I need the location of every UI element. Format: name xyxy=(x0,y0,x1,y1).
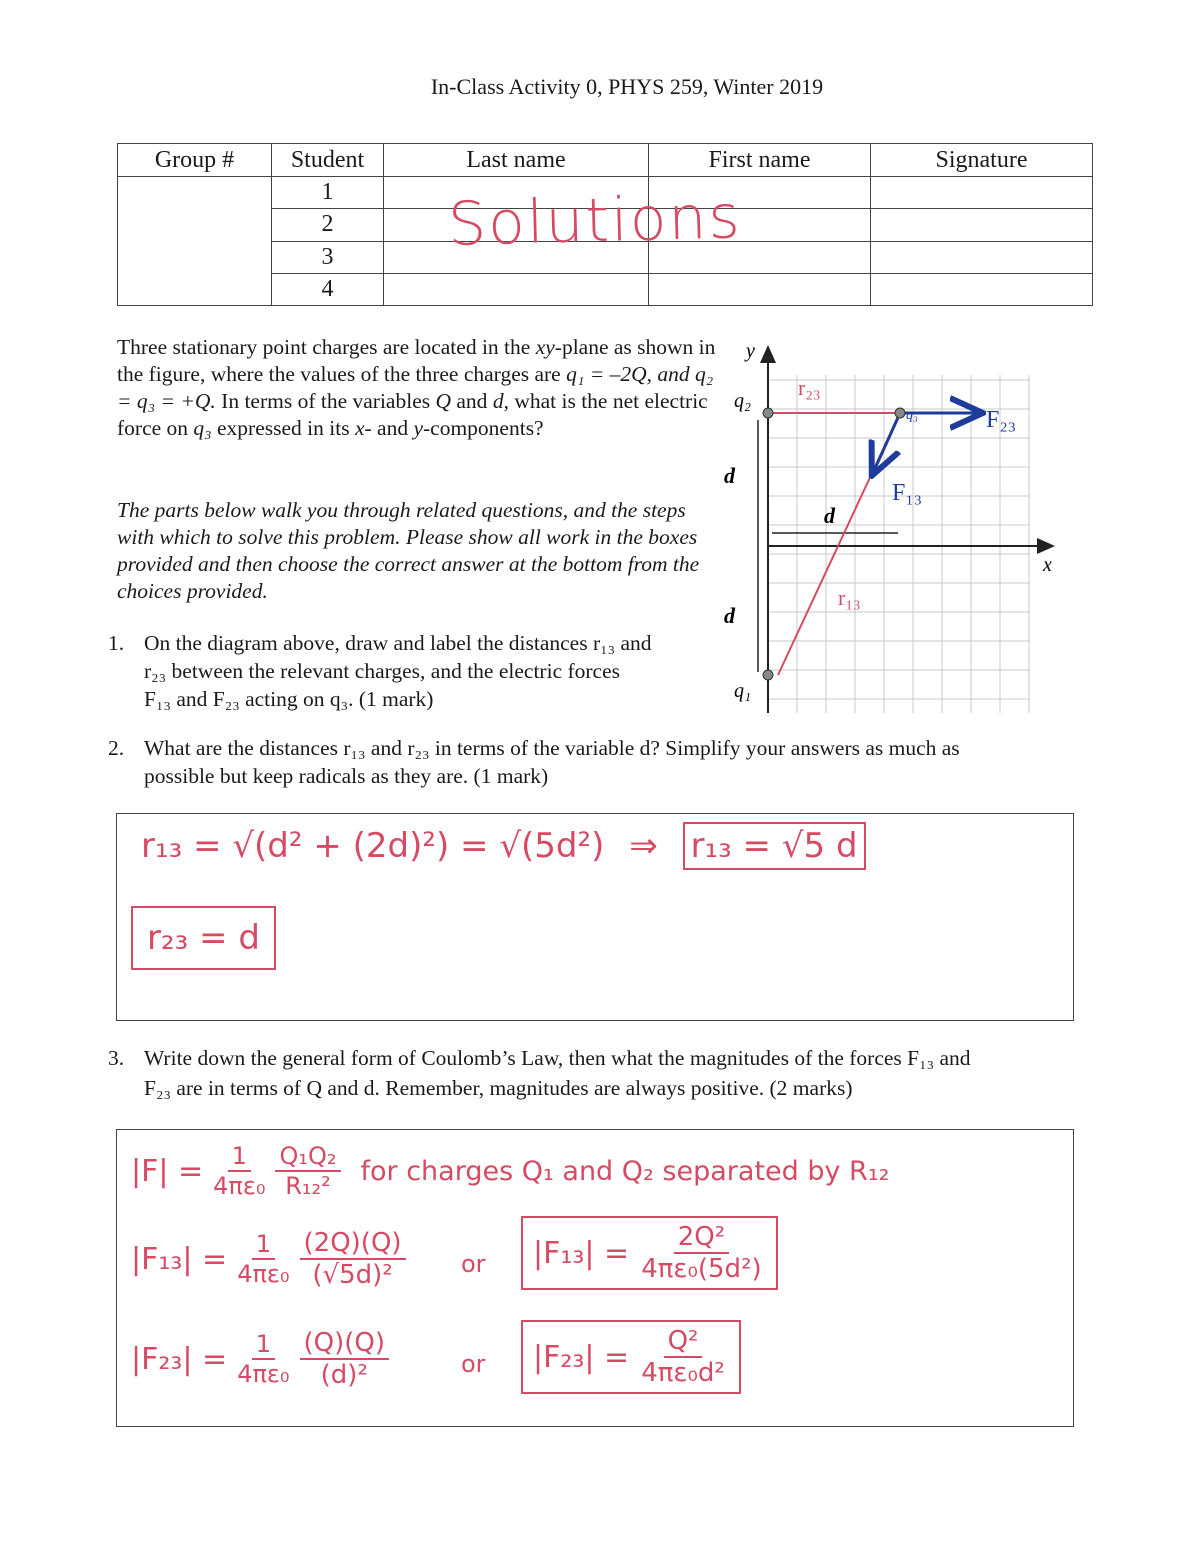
q1-label: q₁ xyxy=(734,680,751,702)
fraction-numerator: 1 xyxy=(252,1330,275,1360)
problem-text: Q xyxy=(435,389,452,413)
instructions: The parts below walk you through related questions, and the steps with which to solve this problem. Please show all work in the boxes provided and then choose the correct answer at the bottom from the choices provided. xyxy=(117,498,700,603)
f13-handwritten: F₁₃ xyxy=(892,480,923,506)
fraction-denominator: 4πε₀ xyxy=(237,1360,290,1388)
problem-text: x xyxy=(354,416,365,440)
f23-equation xyxy=(131,1328,389,1390)
problem-text: -plane as shown in the figure, where the values of the three charges are xyxy=(117,335,716,386)
answer-2-line-2 xyxy=(131,906,276,970)
force-magnitude-lhs: |F| = xyxy=(131,1153,204,1189)
r13-answer: r₁₃ = √5 d xyxy=(683,822,866,870)
q2-label: q₂ xyxy=(734,390,751,412)
f13-answer-box xyxy=(521,1216,778,1290)
fraction-denominator: 4πε₀d² xyxy=(641,1358,725,1388)
student-number: 3 xyxy=(272,241,384,273)
header-signature: Signature xyxy=(871,144,1093,177)
signature-cell[interactable] xyxy=(871,177,1093,209)
f23-lhs: |F₂₃| = xyxy=(131,1341,228,1377)
student-number: 2 xyxy=(272,209,384,241)
charge-q2 xyxy=(763,408,773,418)
or-label: or xyxy=(461,1350,486,1378)
r13-derivation: r₁₃ = √(d² + (2d)²) = √(5d²) xyxy=(141,826,605,866)
x-axis-label: x xyxy=(1043,554,1052,576)
question-text: F₁₃ and F₂₃ acting on q₃. (1 mark) xyxy=(144,687,434,711)
f23-lhs: |F₂₃| = xyxy=(533,1339,630,1375)
fraction-denominator: R₁₂² xyxy=(285,1172,331,1200)
problem-text: xy xyxy=(535,335,555,359)
problem-text: d xyxy=(492,389,504,413)
question-3 xyxy=(108,1043,1088,1103)
problem-text: q₃ xyxy=(193,416,212,440)
answer-box-3[interactable] xyxy=(116,1129,1074,1427)
problem-text: In terms of the variables xyxy=(215,389,436,413)
problem-statement xyxy=(117,334,717,442)
fraction-numerator: (2Q)(Q) xyxy=(300,1228,406,1260)
fraction-denominator: (√5d)² xyxy=(312,1260,393,1290)
question-text: Write down the general form of Coulomb’s Law, then what the magnitudes of the forces F₁₃ and xyxy=(144,1046,971,1070)
charge-diagram xyxy=(710,335,1060,720)
question-1 xyxy=(108,629,708,713)
problem-text: expressed in its xyxy=(211,416,355,440)
group-cell[interactable] xyxy=(118,177,272,306)
question-text: r₂₃ between the relevant charges, and the electric forces xyxy=(144,659,621,683)
last-name-cell[interactable] xyxy=(384,273,649,305)
charge-q3 xyxy=(895,408,905,418)
question-text: What are the distances r₁₃ and r₂₃ in terms of the variable d? Simplify your answers as much as xyxy=(144,736,960,760)
question-number: 2. xyxy=(108,736,125,760)
first-name-cell[interactable] xyxy=(649,273,871,305)
question-text: possible but keep radicals as they are. (1 mark) xyxy=(144,764,549,788)
question-number: 3. xyxy=(108,1046,125,1070)
student-number: 4 xyxy=(272,273,384,305)
implies-arrow: ⇒ xyxy=(629,826,658,866)
f23-handwritten: F₂₃ xyxy=(986,407,1017,433)
fraction-numerator: Q² xyxy=(664,1326,703,1358)
answer-2-line-1 xyxy=(141,826,866,866)
fraction-denominator: 4πε₀ xyxy=(213,1172,266,1200)
coulomb-law-description: for charges Q₁ and Q₂ separated by R₁₂ xyxy=(360,1155,890,1187)
header-student: Student xyxy=(272,144,384,177)
y-axis-label: y xyxy=(746,340,755,362)
answer-box-2[interactable] xyxy=(116,813,1074,1021)
header-group: Group # xyxy=(118,144,272,177)
question-number: 1. xyxy=(108,631,125,655)
r23-answer: r₂₃ = d xyxy=(131,906,276,970)
d-label-vertical-2: d xyxy=(724,603,735,628)
or-label: or xyxy=(461,1250,486,1278)
signature-cell[interactable] xyxy=(871,209,1093,241)
fraction-numerator: Q₁Q₂ xyxy=(275,1142,340,1172)
f13-equation xyxy=(131,1228,406,1290)
problem-text: - and xyxy=(364,416,414,440)
f13-arrow xyxy=(873,413,900,473)
problem-charges: q₁ = –2Q, and q₂ = q₃ = +Q. xyxy=(117,362,714,413)
d-label-vertical-1: d xyxy=(724,463,735,488)
signature-cell[interactable] xyxy=(871,273,1093,305)
problem-text: y xyxy=(413,416,423,440)
f23-answer-box xyxy=(521,1320,741,1394)
student-number: 1 xyxy=(272,177,384,209)
question-text: On the diagram above, draw and label the distances r₁₃ and xyxy=(144,631,652,655)
fraction-numerator: 2Q² xyxy=(674,1222,729,1254)
problem-text: Three stationary point charges are located in the xyxy=(117,335,536,359)
fraction-denominator: 4πε₀(5d²) xyxy=(641,1254,762,1284)
fraction-numerator: 1 xyxy=(252,1230,275,1260)
coulomb-law xyxy=(131,1142,889,1200)
r13-handwritten: r₁₃ xyxy=(838,585,861,610)
r23-handwritten: r₂₃ xyxy=(798,375,821,400)
charge-q1 xyxy=(763,670,773,680)
f13-lhs: |F₁₃| = xyxy=(131,1241,228,1277)
roster-header-row xyxy=(118,144,1093,177)
fraction-denominator: (d)² xyxy=(320,1360,368,1390)
fraction-denominator: 4πε₀ xyxy=(237,1260,290,1288)
page-title: In-Class Activity 0, PHYS 259, Winter 2019 xyxy=(430,74,824,99)
problem-text: -components? xyxy=(423,416,544,440)
question-2 xyxy=(108,734,1068,790)
q3-label: q₃ xyxy=(906,408,918,423)
handwritten-solutions: Solutions xyxy=(447,182,743,260)
question-text: F₂₃ are in terms of Q and d. Remember, magnitudes are always positive. (2 marks) xyxy=(144,1076,853,1100)
header-last-name: Last name xyxy=(384,144,649,177)
f13-lhs: |F₁₃| = xyxy=(533,1235,630,1271)
d-label-horizontal: d xyxy=(824,503,835,528)
fraction-numerator: 1 xyxy=(228,1142,251,1172)
fraction-numerator: (Q)(Q) xyxy=(300,1328,390,1360)
problem-text: and xyxy=(451,389,493,413)
header-first-name: First name xyxy=(649,144,871,177)
problem-text: , what is the net electric force on xyxy=(117,389,708,440)
signature-cell[interactable] xyxy=(871,241,1093,273)
